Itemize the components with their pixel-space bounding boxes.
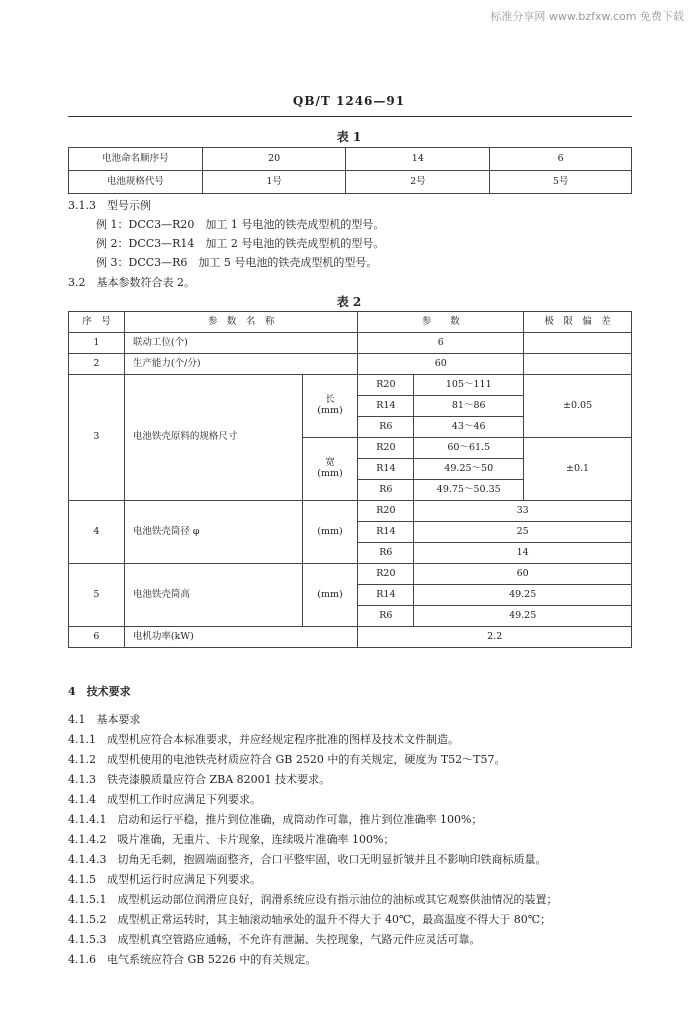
row-no: 4: [69, 501, 125, 564]
row-value: 6: [358, 333, 524, 354]
clause-line: 4.1.4 成型机工作时应满足下列要求。: [68, 793, 261, 806]
header-rule: [68, 116, 632, 117]
table2-caption: 表 2: [336, 295, 362, 309]
table-cell: 14: [346, 148, 490, 171]
row-value: 60: [414, 564, 632, 585]
battery-size: R20: [358, 501, 414, 522]
clause-line: 4.1.3 铁壳漆膜质量应符合 ZBA 82001 技术要求。: [68, 773, 331, 786]
width-tolerance: ±0.1: [524, 438, 632, 501]
row-value: 49.25: [414, 606, 632, 627]
section-3-1-3-title: 3.1.3 型号示例: [68, 199, 151, 212]
header-no: 序 号: [69, 312, 125, 333]
battery-size: R6: [358, 543, 414, 564]
watermark: 标准分享网 www.bzfxw.com 免费下载: [490, 10, 684, 23]
length-unit: 长 (mm): [302, 375, 358, 438]
clause-line: 4.1.2 成型机使用的电池铁壳材质应符合 GB 2520 中的有关规定，硬度为 T52～T57。: [68, 753, 506, 766]
table-cell: 电池规格代号: [69, 171, 203, 194]
row-name: 生产能力(个/分): [124, 354, 358, 375]
table-row: [69, 333, 632, 354]
battery-size: R14: [358, 396, 414, 417]
example-line: 例 3：DCC3—R6 加工 5 号电池的铁壳成型机的型号。: [96, 256, 378, 269]
clause-line: 4.1.4.3 切角无毛刺，抱圆端面整齐，合口平整牢固，收口无明显折皱并且不影响印铁商标质量。: [68, 853, 547, 866]
length-tolerance: ±0.05: [524, 375, 632, 438]
row-value: 105～111: [414, 375, 524, 396]
clause-line: 4.1.1 成型机应符合本标准要求，并应经规定程序批准的图样及技术文件制造。: [68, 733, 459, 746]
row-name: 联动工位(个): [124, 333, 358, 354]
clause-line: 4.1.5 成型机运行时应满足下列要求。: [68, 873, 261, 886]
row-value: 49.25～50: [414, 459, 524, 480]
row-name: 电池铁壳原料的规格尺寸: [124, 375, 302, 501]
battery-size: R6: [358, 480, 414, 501]
battery-size: R20: [358, 375, 414, 396]
table-header-row: [69, 312, 632, 333]
row-no: 2: [69, 354, 125, 375]
example-line: 例 1：DCC3—R20 加工 1 号电池的铁壳成型机的型号。: [96, 218, 385, 231]
row-value: 49.75～50.35: [414, 480, 524, 501]
battery-size: R20: [358, 564, 414, 585]
row-name: 电机功率(kW): [124, 627, 358, 648]
battery-size: R14: [358, 585, 414, 606]
table1: [68, 147, 632, 194]
unit: (mm): [302, 501, 358, 564]
row-name: 电池铁壳筒径 φ: [124, 501, 302, 564]
battery-size: R20: [358, 438, 414, 459]
table-row: [69, 501, 632, 522]
example-line: 例 2：DCC3—R14 加工 2 号电池的铁壳成型机的型号。: [96, 237, 385, 250]
table-row: [69, 627, 632, 648]
table-row: [69, 148, 632, 171]
row-value: 49.25: [414, 585, 632, 606]
row-value: 2.2: [358, 627, 632, 648]
row-no: 5: [69, 564, 125, 627]
row-value: 60～61.5: [414, 438, 524, 459]
clause-line: 4.1.6 电气系统应符合 GB 5226 中的有关规定。: [68, 953, 317, 966]
width-unit: 宽 (mm): [302, 438, 358, 501]
table-cell: 电池命名顺序号: [69, 148, 203, 171]
row-value: 25: [414, 522, 632, 543]
table-cell: 20: [202, 148, 346, 171]
clause-line: 4.1.4.2 吸片准确，无重片、卡片现象，连续吸片准确率 100%；: [68, 833, 395, 846]
row-tolerance: [524, 333, 632, 354]
row-name: 电池铁壳筒高: [124, 564, 302, 627]
row-value: 33: [414, 501, 632, 522]
header-name: 参 数 名 称: [124, 312, 358, 333]
clause-line: 4.1.5.2 成型机正常运转时，其主轴滚动轴承处的温升不得大于 40℃，最高温度不得大于 80℃；: [68, 913, 552, 926]
battery-size: R6: [358, 417, 414, 438]
standard-number-header: QB/T 1246—91: [292, 94, 406, 108]
battery-size: R14: [358, 522, 414, 543]
row-value: 14: [414, 543, 632, 564]
clause-line: 4.1.5.3 成型机真空管路应通畅，不允许有泄漏、失控现象，气路元件应灵活可靠。: [68, 933, 481, 946]
battery-size: R14: [358, 459, 414, 480]
row-value: 43～46: [414, 417, 524, 438]
table-cell: 2号: [346, 171, 490, 194]
table-cell: 6: [490, 148, 632, 171]
clause-line: 4.1.5.1 成型机运动部位润滑应良好，润滑系统应设有指示油位的油标或其它观察供油情况的装置；: [68, 893, 558, 906]
clause-line: 4.1 基本要求: [68, 713, 141, 726]
unit: (mm): [302, 564, 358, 627]
row-no: 1: [69, 333, 125, 354]
table-cell: 5号: [490, 171, 632, 194]
row-tolerance: [524, 354, 632, 375]
table2: [68, 311, 632, 648]
table-row: [69, 171, 632, 194]
section-4-title: 4 技术要求: [68, 685, 131, 698]
header-param: 参 数: [358, 312, 524, 333]
battery-size: R6: [358, 606, 414, 627]
row-no: 3: [69, 375, 125, 501]
clause-line: 4.1.4.1 启动和运行平稳，推片到位准确，成筒动作可靠，推片到位准确率 100%；: [68, 813, 483, 826]
table-row: [69, 354, 632, 375]
header-tolerance: 极 限 偏 差: [524, 312, 632, 333]
row-no: 6: [69, 627, 125, 648]
table-row: [69, 564, 632, 585]
table1-caption: 表 1: [336, 130, 362, 144]
table-row: [69, 375, 632, 396]
table-cell: 1号: [202, 171, 346, 194]
row-value: 81～86: [414, 396, 524, 417]
section-3-2: 3.2 基本参数符合表 2。: [68, 276, 195, 289]
row-value: 60: [358, 354, 524, 375]
